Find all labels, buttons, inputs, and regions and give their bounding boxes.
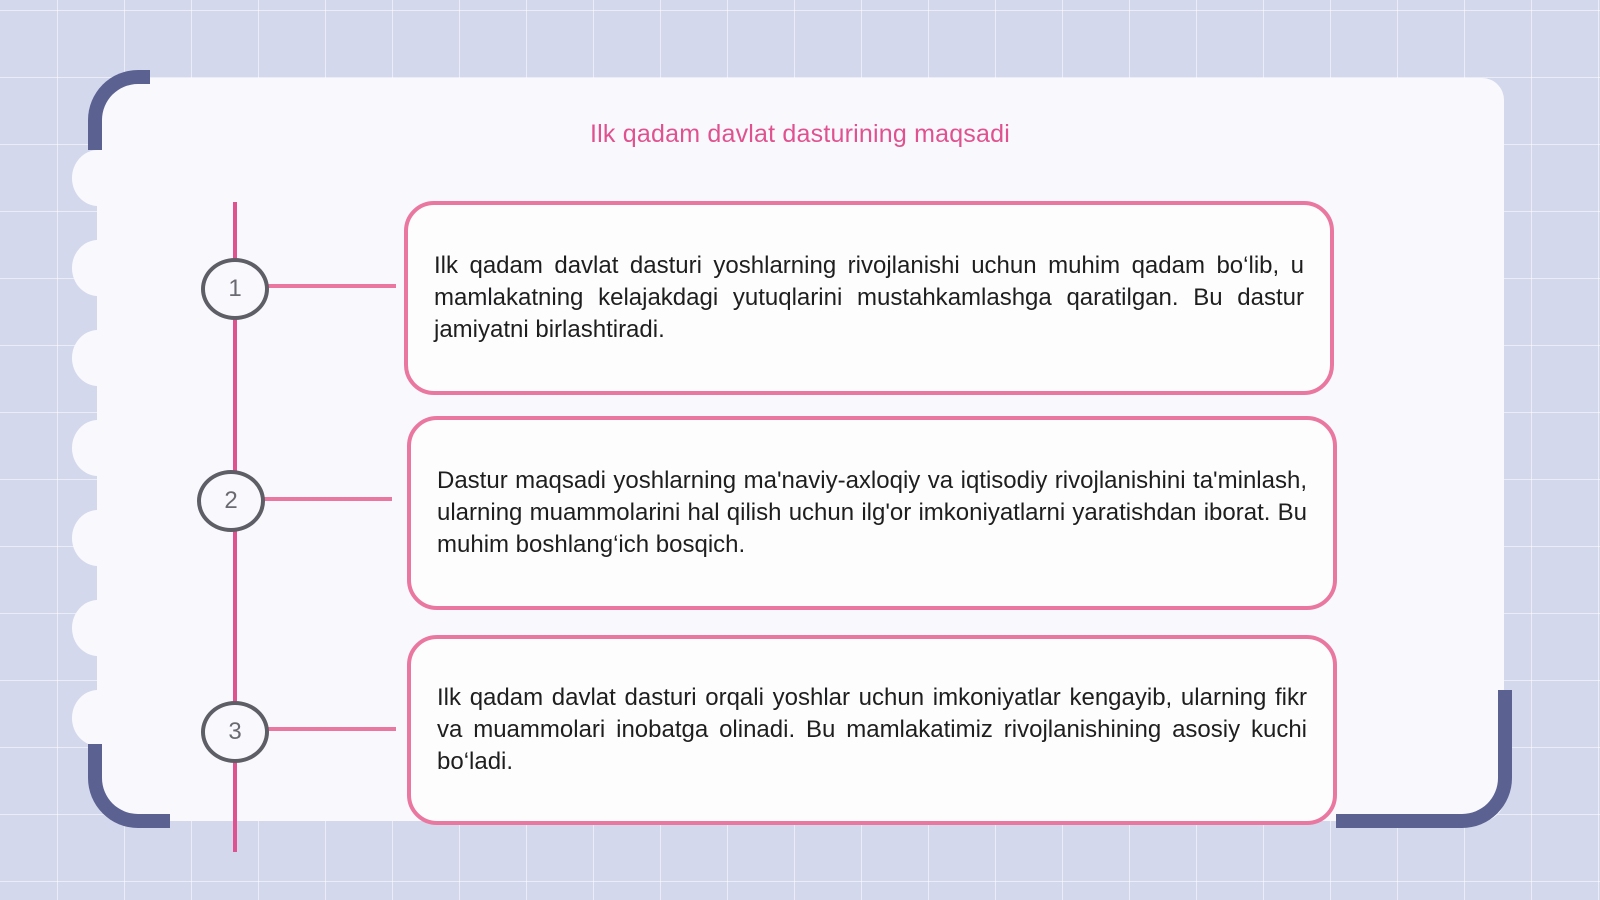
step-text: Dastur maqsadi yoshlarning ma'naviy-axloqiy va iqtisodiy rivojlanishini ta'minlash, ularning muammolarini hal qilish uchun ilg'or imkoniyatlarni yaratishdan iborat. Bu muhim boshlang‘ich bosqich. [437,467,1307,558]
paper-edge-notch [72,420,124,476]
paper-edge-notch [72,510,124,566]
timeline-connector [266,284,396,288]
step-text: Ilk qadam davlat dasturi yoshlarning rivojlanishi uchun muhim qadam bo‘lib, u mamlakatning kelajakdagi yutuqlarini mustahkamlashga qaratilgan. Bu dastur jamiyatni birlashtiradi. [434,252,1304,343]
timeline-connector [262,497,392,501]
step-card [404,201,1334,395]
step-number: 3 [228,718,242,745]
step-number: 1 [228,275,242,302]
frame-corner-top-left [88,70,150,150]
slide-title: Ilk qadam davlat dasturining maqsadi [590,120,1010,148]
paper-edge-notch [72,240,124,296]
step-card [407,416,1337,610]
step-card [407,635,1337,825]
step-number-circle [201,701,269,763]
step-text: Ilk qadam davlat dasturi orqali yoshlar uchun imkoniyatlar kengayib, ularning fikr va muammolari inobatga olinadi. Bu mamlakatimiz rivojlanishining asosiy kuchi bo‘ladi. [437,684,1307,775]
step-number-circle [197,470,265,532]
paper-edge-notch [72,150,124,206]
step-number: 2 [224,487,238,514]
frame-corner-bottom-right [1336,690,1512,828]
paper-edge-notch [72,330,124,386]
frame-corner-bottom-left [88,744,170,828]
paper-edge-notch [72,600,124,656]
timeline-connector [266,727,396,731]
paper-edge-notch [72,690,124,746]
step-number-circle [201,258,269,320]
